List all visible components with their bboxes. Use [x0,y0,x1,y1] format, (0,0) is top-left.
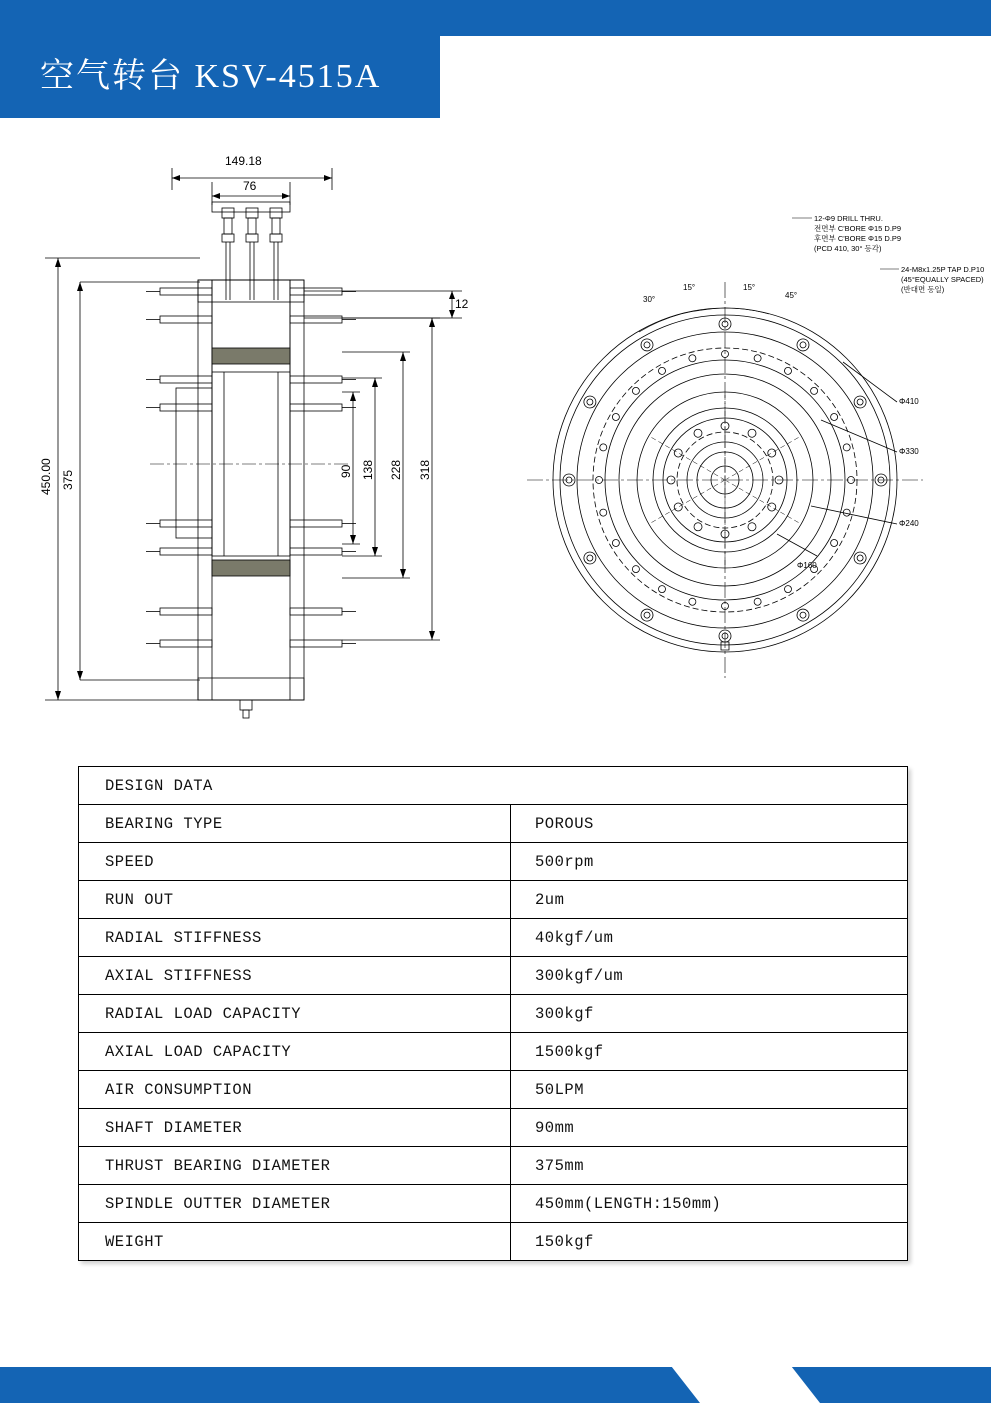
svg-text:12-Φ9 DRILL THRU.: 12-Φ9 DRILL THRU. [814,214,883,223]
svg-text:15°: 15° [743,283,756,292]
plan-view [527,282,923,678]
svg-text:(45°EQUALLY SPACED): (45°EQUALLY SPACED) [901,275,984,284]
plan-view-notes [792,214,984,294]
table-row [79,843,908,881]
svg-text:15°: 15° [683,283,696,292]
table-row [79,805,908,843]
row-value-radial-stiffness: 40kgf/um [511,919,908,957]
svg-text:228: 228 [389,459,403,480]
table-row [79,919,908,957]
svg-text:Φ330: Φ330 [899,447,919,456]
svg-text:(PCD 410, 30° 등각): (PCD 410, 30° 등각) [814,244,882,253]
row-value-air-consumption: 50LPM [511,1071,908,1109]
row-label-radial-load-capacity: RADIAL LOAD CAPACITY [79,995,511,1033]
cross-section-view [39,154,469,718]
row-label-speed: SPEED [79,843,511,881]
svg-text:318: 318 [418,459,432,480]
table-row [79,1033,908,1071]
row-label-bearing-type: BEARING TYPE [79,805,511,843]
table-row [79,881,908,919]
table-header-row [79,767,908,805]
table-row [79,1071,908,1109]
row-label-air-consumption: AIR CONSUMPTION [79,1071,511,1109]
design-data-table [78,766,908,1261]
svg-text:375: 375 [61,469,75,490]
page-header [0,0,991,118]
row-value-shaft-diameter: 90mm [511,1109,908,1147]
page-footer [0,1343,991,1403]
row-label-axial-load-capacity: AXIAL LOAD CAPACITY [79,1033,511,1071]
table-row [79,1147,908,1185]
row-label-spindle-outter-diameter: SPINDLE OUTTER DIAMETER [79,1185,511,1223]
row-label-weight: WEIGHT [79,1223,511,1261]
table-row [79,1109,908,1147]
row-label-shaft-diameter: SHAFT DIAMETER [79,1109,511,1147]
row-label-radial-stiffness: RADIAL STIFFNESS [79,919,511,957]
row-value-weight: 150kgf [511,1223,908,1261]
svg-text:450.00: 450.00 [39,458,53,495]
table-row [79,1223,908,1261]
row-value-thrust-bearing-diameter: 375mm [511,1147,908,1185]
svg-text:Φ240: Φ240 [899,519,919,528]
svg-text:Φ160: Φ160 [797,561,817,570]
design-data-title: DESIGN DATA [79,767,908,805]
svg-text:12: 12 [455,297,469,311]
svg-text:76: 76 [243,179,257,193]
svg-text:Φ410: Φ410 [899,397,919,406]
row-label-axial-stiffness: AXIAL STIFFNESS [79,957,511,995]
svg-text:90: 90 [339,464,353,478]
row-value-axial-stiffness: 300kgf/um [511,957,908,995]
svg-text:24-M8x1.25P TAP D.P10: 24-M8x1.25P TAP D.P10 [901,265,985,274]
row-value-spindle-outter-diameter: 450mm(LENGTH:150mm) [511,1185,908,1223]
page-title: 空气转台 KSV-4515A [40,58,382,95]
row-value-speed: 500rpm [511,843,908,881]
row-value-radial-load-capacity: 300kgf [511,995,908,1033]
row-value-axial-load-capacity: 1500kgf [511,1033,908,1071]
svg-text:후면부 C'BORE Φ15 D.P9: 후면부 C'BORE Φ15 D.P9 [814,234,902,243]
svg-text:30°: 30° [643,295,656,304]
table-row [79,1185,908,1223]
svg-text:149.18: 149.18 [225,154,262,168]
svg-text:45°: 45° [785,291,798,300]
table-row [79,957,908,995]
table-row [79,995,908,1033]
technical-drawing [0,120,991,750]
svg-text:전면부 C'BORE Φ15 D.P9: 전면부 C'BORE Φ15 D.P9 [814,224,902,233]
row-label-run-out: RUN OUT [79,881,511,919]
row-value-run-out: 2um [511,881,908,919]
footer-blue-strip [0,1367,991,1403]
svg-text:138: 138 [361,459,375,480]
row-value-bearing-type: POROUS [511,805,908,843]
svg-text:(반대면 동일): (반대면 동일) [901,285,945,294]
row-label-thrust-bearing-diameter: THRUST BEARING DIAMETER [79,1147,511,1185]
header-blue-strip [440,0,991,36]
